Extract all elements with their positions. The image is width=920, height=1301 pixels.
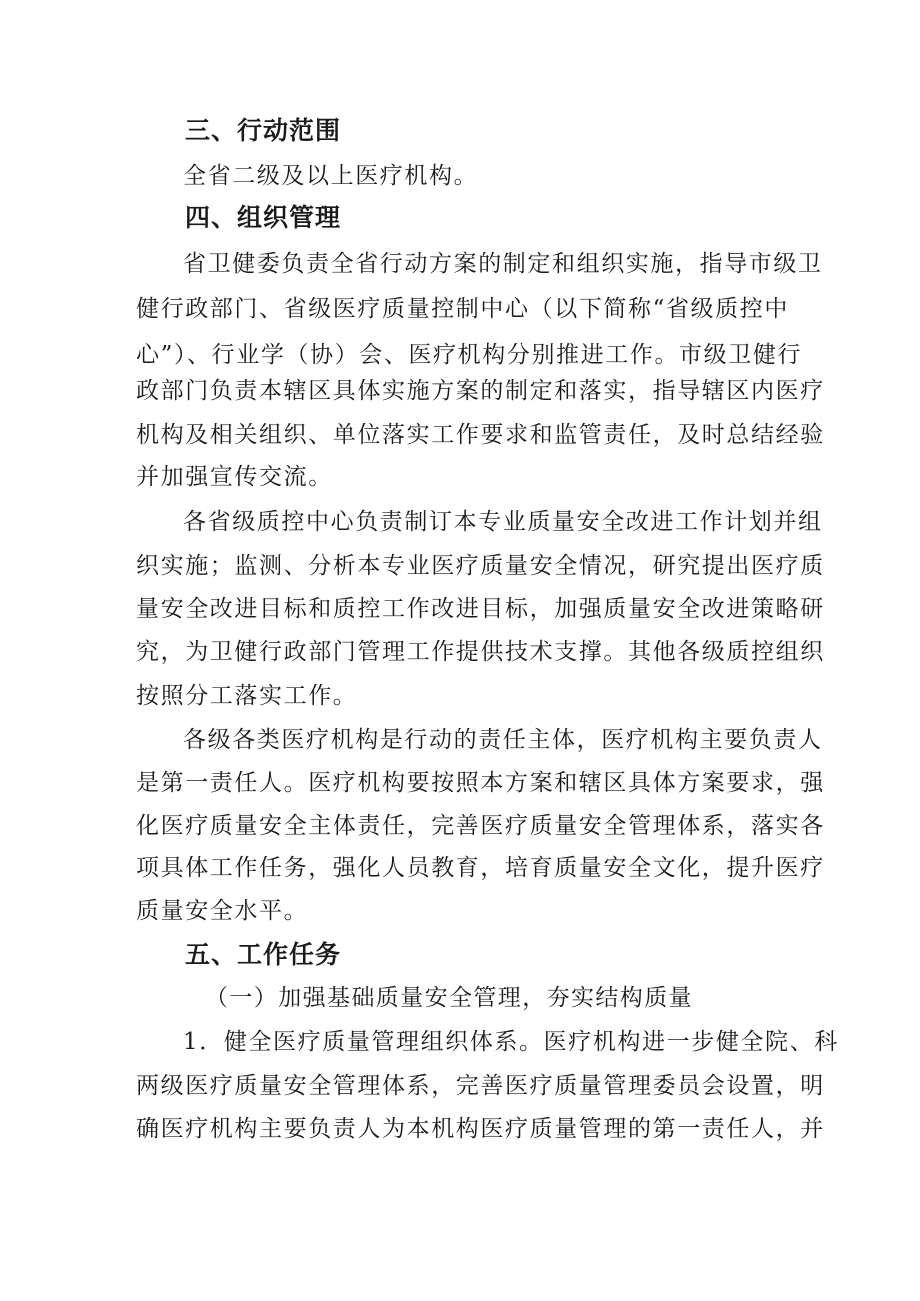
section-4-p2-line-5: 按照分工落实工作。 [136, 683, 358, 709]
section-4-p3-line-5: 质量安全水平。 [136, 898, 309, 924]
section-4-p1-line-3: 心”）、行业学（协）会、医疗机构分别推进工作。市级卫健行 [136, 342, 803, 368]
section-4-p3-line-3: 化医疗质量安全主体责任，完善医疗质量安全管理体系，落实各 [136, 813, 825, 839]
section-5-heading: 五、工作任务 [185, 940, 342, 969]
section-5-subheading-1: （一）加强基础质量安全管理，夯实结构质量 [205, 985, 693, 1011]
section-4-p3-line-2: 是第一责任人。医疗机构要按照本方案和辖区具体方案要求，强 [136, 770, 825, 796]
section-4-p2-line-1: 各省级质控中心负责制订本专业质量安全改进工作计划并组 [183, 509, 823, 535]
section-5-item-1-line-1: 1．健全医疗质量管理组织体系。医疗机构进一步健全院、科 [183, 1029, 839, 1055]
section-4-p1-line-4: 政部门负责本辖区具体实施方案的制定和落实，指导辖区内医疗 [136, 378, 825, 404]
section-4-p1-line-2: 健行政部门、省级医疗质量控制中心（以下简称“省级质控中 [136, 296, 789, 322]
section-4-p2-line-4: 究，为卫健行政部门管理工作提供技术支撑。其他各级质控组织 [136, 639, 825, 665]
section-4-p1-line-1: 省卫健委负责全省行动方案的制定和组织实施，指导市级卫 [183, 251, 823, 277]
section-4-p1-line-6: 并加强宣传交流。 [136, 464, 333, 490]
section-5-item-1-line-2: 两级医疗质量安全管理体系，完善医疗质量管理委员会设置，明 [136, 1073, 825, 1099]
section-3-heading: 三、行动范围 [185, 116, 342, 145]
section-4-p3-line-4: 项具体工作任务，强化人员教育，培育质量安全文化，提升医疗 [136, 855, 825, 881]
section-4-heading: 四、组织管理 [185, 203, 342, 232]
section-4-p2-line-3: 量安全改进目标和质控工作改进目标，加强质量安全改进策略研 [136, 596, 825, 622]
section-4-p3-line-1: 各级各类医疗机构是行动的责任主体，医疗机构主要负责人 [183, 727, 823, 753]
section-5-item-1-line-3: 确医疗机构主要负责人为本机构医疗质量管理的第一责任人，并 [136, 1116, 825, 1142]
section-4-p2-line-2: 织实施；监测、分析本专业医疗质量安全情况，研究提出医疗质 [136, 553, 825, 579]
section-4-p1-line-5: 机构及相关组织、单位落实工作要求和监管责任，及时总结经验 [136, 422, 825, 448]
section-3-paragraph: 全省二级及以上医疗机构。 [183, 163, 479, 189]
